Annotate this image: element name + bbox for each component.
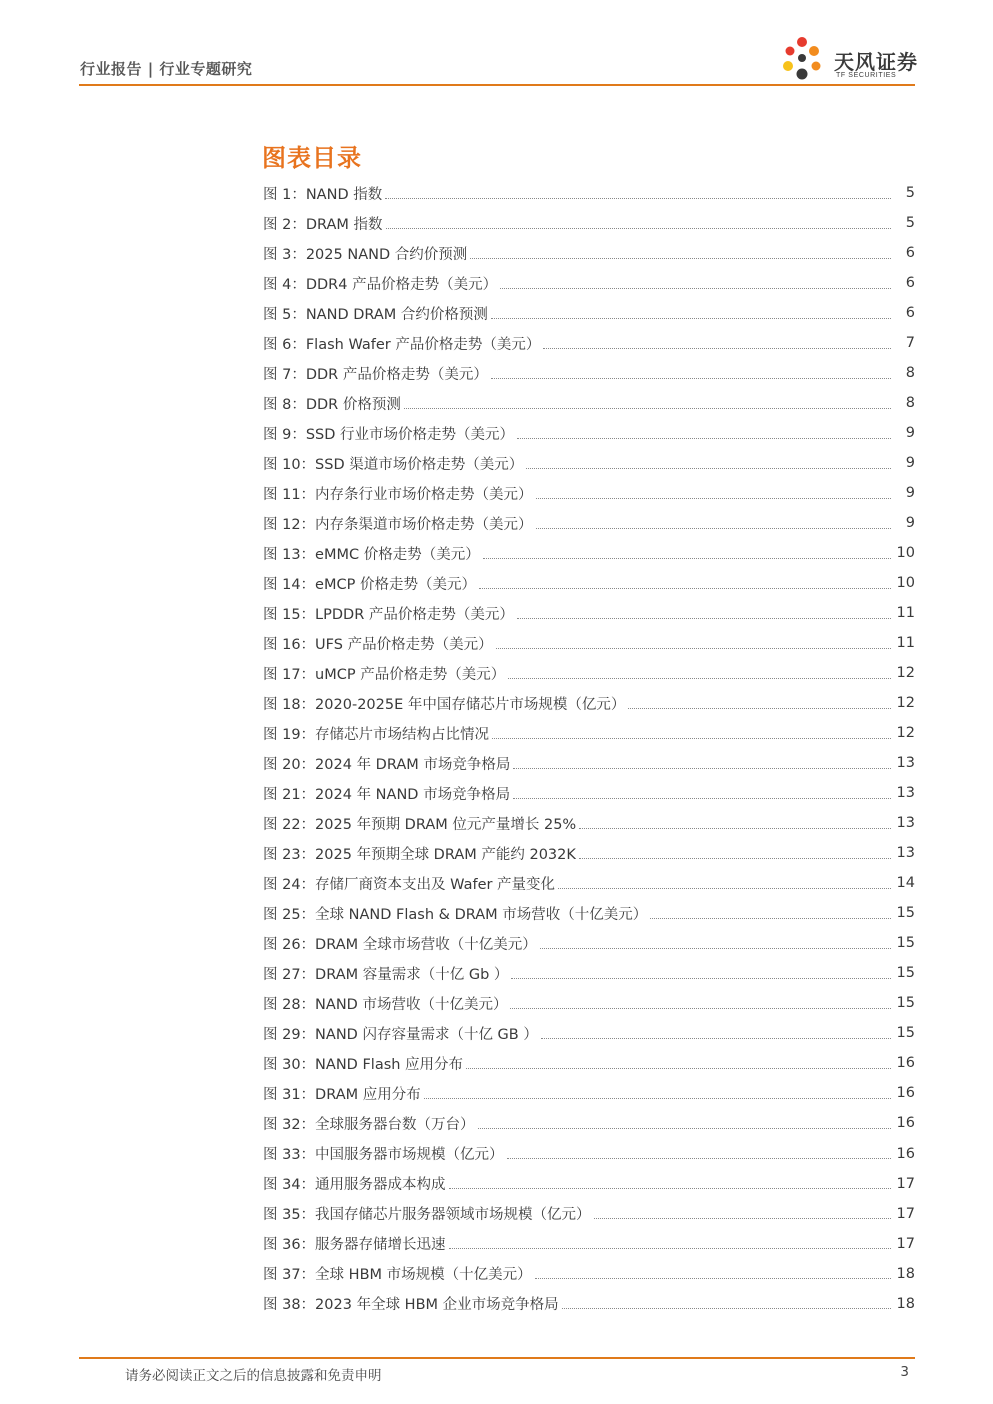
toc-entry-page: 18 bbox=[896, 1295, 915, 1312]
logo-name-cn: 天风证券 bbox=[834, 50, 918, 74]
toc-entry-page: 15 bbox=[896, 905, 915, 922]
toc-leader-dots bbox=[424, 1098, 891, 1099]
toc-entry[interactable] bbox=[263, 808, 915, 838]
toc-leader-dots bbox=[508, 678, 891, 679]
toc-entry-label: 图 23：2025 年预期全球 DRAM 产能约 2032K bbox=[263, 846, 576, 863]
toc-entry[interactable] bbox=[263, 1199, 915, 1229]
toc-entry[interactable] bbox=[263, 478, 915, 508]
toc-leader-dots bbox=[510, 1008, 891, 1009]
toc-entry[interactable] bbox=[263, 268, 915, 298]
toc-entry-label: 图 20：2024 年 DRAM 市场竞争格局 bbox=[263, 756, 511, 773]
toc-entry[interactable] bbox=[263, 1048, 915, 1078]
toc-entry[interactable] bbox=[263, 748, 915, 778]
toc-entry-page: 6 bbox=[905, 245, 915, 262]
toc-entry[interactable] bbox=[263, 298, 915, 328]
toc-leader-dots bbox=[386, 228, 891, 229]
toc-entry-label: 图 35：我国存储芯片服务器领域市场规模（亿元） bbox=[263, 1207, 591, 1224]
toc-entry-label: 图 11：内存条行业市场价格走势（美元） bbox=[263, 486, 533, 503]
toc-entry-page: 10 bbox=[896, 545, 915, 562]
toc-leader-dots bbox=[511, 978, 891, 979]
toc-entry[interactable] bbox=[263, 628, 915, 658]
header-divider bbox=[79, 84, 915, 86]
toc-entry-page: 17 bbox=[896, 1175, 915, 1192]
flower-logo-icon bbox=[778, 34, 830, 84]
toc-leader-dots bbox=[628, 708, 891, 709]
toc-entry-page: 18 bbox=[896, 1265, 915, 1282]
toc-leader-dots bbox=[449, 1188, 891, 1189]
toc-entry-page: 16 bbox=[896, 1145, 915, 1162]
toc-entry-page: 15 bbox=[896, 995, 915, 1012]
toc-entry-label: 图 36：服务器存储增长迅速 bbox=[263, 1237, 446, 1254]
toc-entry-page: 13 bbox=[896, 755, 915, 772]
toc-entry-label: 图 8：DDR 价格预测 bbox=[263, 396, 401, 413]
toc-entry[interactable] bbox=[263, 388, 915, 418]
toc-entry[interactable] bbox=[263, 208, 915, 238]
toc-leader-dots bbox=[536, 498, 891, 499]
toc-entry[interactable] bbox=[263, 1259, 915, 1289]
toc-entry[interactable] bbox=[263, 508, 915, 538]
toc-entry-page: 14 bbox=[896, 875, 915, 892]
toc-entry-label: 图 19：存储芯片市场结构占比情况 bbox=[263, 726, 490, 743]
toc-entry-label: 图 1：NAND 指数 bbox=[263, 186, 383, 203]
toc-entry-page: 16 bbox=[896, 1085, 915, 1102]
toc-leader-dots bbox=[483, 558, 891, 559]
toc-leader-dots bbox=[517, 438, 891, 439]
toc-entry-label: 图 28：NAND 市场营收（十亿美元） bbox=[263, 996, 508, 1013]
toc-leader-dots bbox=[579, 828, 891, 829]
toc-entry[interactable] bbox=[263, 598, 915, 628]
toc-entry[interactable] bbox=[263, 718, 915, 748]
toc-leader-dots bbox=[492, 738, 891, 739]
toc-leader-dots bbox=[594, 1218, 891, 1219]
toc-entry-label: 图 17：uMCP 产品价格走势（美元） bbox=[263, 666, 506, 683]
toc-leader-dots bbox=[513, 798, 891, 799]
toc-entry-label: 图 26：DRAM 全球市场营收（十亿美元） bbox=[263, 936, 537, 953]
toc-entry-page: 17 bbox=[896, 1205, 915, 1222]
toc-entry-page: 16 bbox=[896, 1115, 915, 1132]
toc-leader-dots bbox=[385, 198, 891, 199]
toc-entry-label: 图 24：存储厂商资本支出及 Wafer 产量变化 bbox=[263, 876, 556, 893]
toc-list bbox=[263, 178, 915, 1319]
toc-entry[interactable] bbox=[263, 868, 915, 898]
toc-entry-page: 12 bbox=[896, 695, 915, 712]
toc-entry[interactable] bbox=[263, 1169, 915, 1199]
toc-leader-dots bbox=[517, 618, 891, 619]
toc-entry[interactable] bbox=[263, 448, 915, 478]
toc-entry[interactable] bbox=[263, 688, 915, 718]
toc-entry[interactable] bbox=[263, 928, 915, 958]
toc-title: 图表目录 bbox=[262, 144, 362, 172]
toc-entry[interactable] bbox=[263, 538, 915, 568]
toc-entry-label: 图 2：DRAM 指数 bbox=[263, 216, 383, 233]
toc-leader-dots bbox=[500, 288, 891, 289]
toc-entry-page: 6 bbox=[905, 305, 915, 322]
toc-leader-dots bbox=[558, 888, 891, 889]
toc-entry-page: 7 bbox=[905, 335, 915, 352]
toc-entry[interactable] bbox=[263, 838, 915, 868]
toc-entry-label: 图 37：全球 HBM 市场规模（十亿美元） bbox=[263, 1267, 532, 1284]
toc-entry-page: 15 bbox=[896, 935, 915, 952]
toc-entry-page: 13 bbox=[896, 785, 915, 802]
toc-entry-page: 5 bbox=[905, 215, 915, 232]
toc-entry-page: 12 bbox=[896, 665, 915, 682]
toc-entry[interactable] bbox=[263, 568, 915, 598]
toc-entry-page: 5 bbox=[905, 185, 915, 201]
report-breadcrumb: 行业报告 | 行业专题研究 bbox=[80, 60, 253, 78]
toc-entry-label: 图 32：全球服务器台数（万台） bbox=[263, 1116, 475, 1133]
toc-entry[interactable] bbox=[263, 988, 915, 1018]
toc-entry[interactable] bbox=[263, 1018, 915, 1048]
toc-entry[interactable] bbox=[263, 898, 915, 928]
toc-entry-page: 9 bbox=[905, 515, 915, 532]
toc-leader-dots bbox=[562, 1308, 891, 1309]
toc-leader-dots bbox=[507, 1158, 891, 1159]
toc-entry-label: 图 31：DRAM 应用分布 bbox=[263, 1086, 421, 1103]
toc-entry[interactable] bbox=[263, 1229, 915, 1259]
toc-entry-page: 8 bbox=[905, 395, 915, 412]
toc-entry-label: 图 25：全球 NAND Flash & DRAM 市场营收（十亿美元） bbox=[263, 906, 648, 923]
toc-leader-dots bbox=[491, 378, 891, 379]
toc-entry-page: 17 bbox=[896, 1235, 915, 1252]
toc-leader-dots bbox=[526, 468, 891, 469]
toc-entry[interactable] bbox=[263, 1108, 915, 1138]
toc-entry-label: 图 21：2024 年 NAND 市场竞争格局 bbox=[263, 786, 511, 803]
toc-entry-page: 9 bbox=[905, 485, 915, 502]
toc-leader-dots bbox=[579, 858, 891, 859]
toc-leader-dots bbox=[513, 768, 891, 769]
company-logo bbox=[778, 34, 918, 84]
toc-entry-page: 16 bbox=[896, 1055, 915, 1072]
toc-entry-label: 图 6：Flash Wafer 产品价格走势（美元） bbox=[263, 336, 541, 353]
toc-leader-dots bbox=[478, 1128, 891, 1129]
toc-entry[interactable] bbox=[263, 658, 915, 688]
toc-entry-label: 图 38：2023 年全球 HBM 企业市场竞争格局 bbox=[263, 1297, 559, 1314]
toc-entry-page: 11 bbox=[896, 635, 915, 652]
toc-leader-dots bbox=[404, 408, 891, 409]
toc-entry-label: 图 33：中国服务器市场规模（亿元） bbox=[263, 1147, 504, 1163]
toc-entry[interactable] bbox=[263, 178, 915, 208]
toc-entry-label: 图 18：2020-2025E 年中国存储芯片市场规模（亿元） bbox=[263, 696, 626, 713]
toc-entry-label: 图 29：NAND 闪存容量需求（十亿 GB ） bbox=[263, 1026, 538, 1043]
toc-entry-page: 10 bbox=[896, 575, 915, 592]
toc-entry-page: 9 bbox=[905, 455, 915, 472]
toc-leader-dots bbox=[536, 528, 891, 529]
toc-entry-label: 图 27：DRAM 容量需求（十亿 Gb ） bbox=[263, 966, 509, 983]
toc-entry-label: 图 3：2025 NAND 合约价预测 bbox=[263, 246, 468, 263]
toc-leader-dots bbox=[535, 1278, 891, 1279]
toc-entry-label: 图 13：eMMC 价格走势（美元） bbox=[263, 546, 480, 563]
toc-entry-label: 图 5：NAND DRAM 合约价格预测 bbox=[263, 306, 488, 323]
toc-entry[interactable] bbox=[263, 328, 915, 358]
toc-entry-label: 图 10：SSD 渠道市场价格走势（美元） bbox=[263, 456, 524, 473]
toc-entry-page: 15 bbox=[896, 1025, 915, 1042]
toc-leader-dots bbox=[650, 918, 891, 919]
footer-disclaimer: 请务必阅读正文之后的信息披露和免责申明 bbox=[125, 1368, 382, 1384]
toc-leader-dots bbox=[466, 1068, 891, 1069]
toc-entry[interactable] bbox=[263, 1078, 915, 1108]
toc-leader-dots bbox=[470, 258, 891, 259]
toc-entry[interactable] bbox=[263, 958, 915, 988]
toc-entry-page: 13 bbox=[896, 815, 915, 832]
logo-name-en: TF SECURITIES bbox=[836, 72, 897, 79]
toc-entry-page: 13 bbox=[896, 845, 915, 862]
toc-entry[interactable] bbox=[263, 1289, 915, 1319]
toc-entry[interactable] bbox=[263, 358, 915, 388]
toc-leader-dots bbox=[491, 318, 891, 319]
toc-entry-page: 6 bbox=[905, 275, 915, 292]
toc-entry-page: 9 bbox=[905, 425, 915, 442]
toc-leader-dots bbox=[543, 348, 891, 349]
toc-entry-label: 图 15：LPDDR 产品价格走势（美元） bbox=[263, 606, 514, 623]
toc-entry-page: 12 bbox=[896, 725, 915, 742]
toc-entry-label: 图 16：UFS 产品价格走势（美元） bbox=[263, 636, 493, 653]
toc-leader-dots bbox=[449, 1248, 891, 1249]
toc-entry-label: 图 12：内存条渠道市场价格走势（美元） bbox=[263, 516, 533, 533]
toc-entry[interactable] bbox=[263, 778, 915, 808]
toc-leader-dots bbox=[496, 648, 891, 649]
toc-entry-label: 图 4：DDR4 产品价格走势（美元） bbox=[263, 276, 498, 293]
toc-entry-page: 8 bbox=[905, 365, 915, 382]
toc-entry-label: 图 22：2025 年预期 DRAM 位元产量增长 25% bbox=[263, 816, 577, 833]
toc-entry[interactable] bbox=[263, 238, 915, 268]
toc-entry-label: 图 7：DDR 产品价格走势（美元） bbox=[263, 366, 488, 383]
toc-entry-label: 图 34：通用服务器成本构成 bbox=[263, 1177, 446, 1194]
footer-divider bbox=[79, 1357, 915, 1359]
toc-leader-dots bbox=[541, 1038, 891, 1039]
toc-entry-label: 图 9：SSD 行业市场价格走势（美元） bbox=[263, 426, 515, 443]
toc-entry-label: 图 30：NAND Flash 应用分布 bbox=[263, 1056, 464, 1073]
toc-leader-dots bbox=[540, 948, 891, 949]
toc-entry-page: 15 bbox=[896, 965, 915, 982]
page-number: 3 bbox=[900, 1364, 909, 1380]
toc-entry-page: 11 bbox=[896, 605, 915, 622]
toc-leader-dots bbox=[479, 588, 891, 589]
toc-entry-label: 图 14：eMCP 价格走势（美元） bbox=[263, 576, 476, 593]
toc-entry[interactable] bbox=[263, 418, 915, 448]
toc-entry[interactable] bbox=[263, 1139, 915, 1169]
